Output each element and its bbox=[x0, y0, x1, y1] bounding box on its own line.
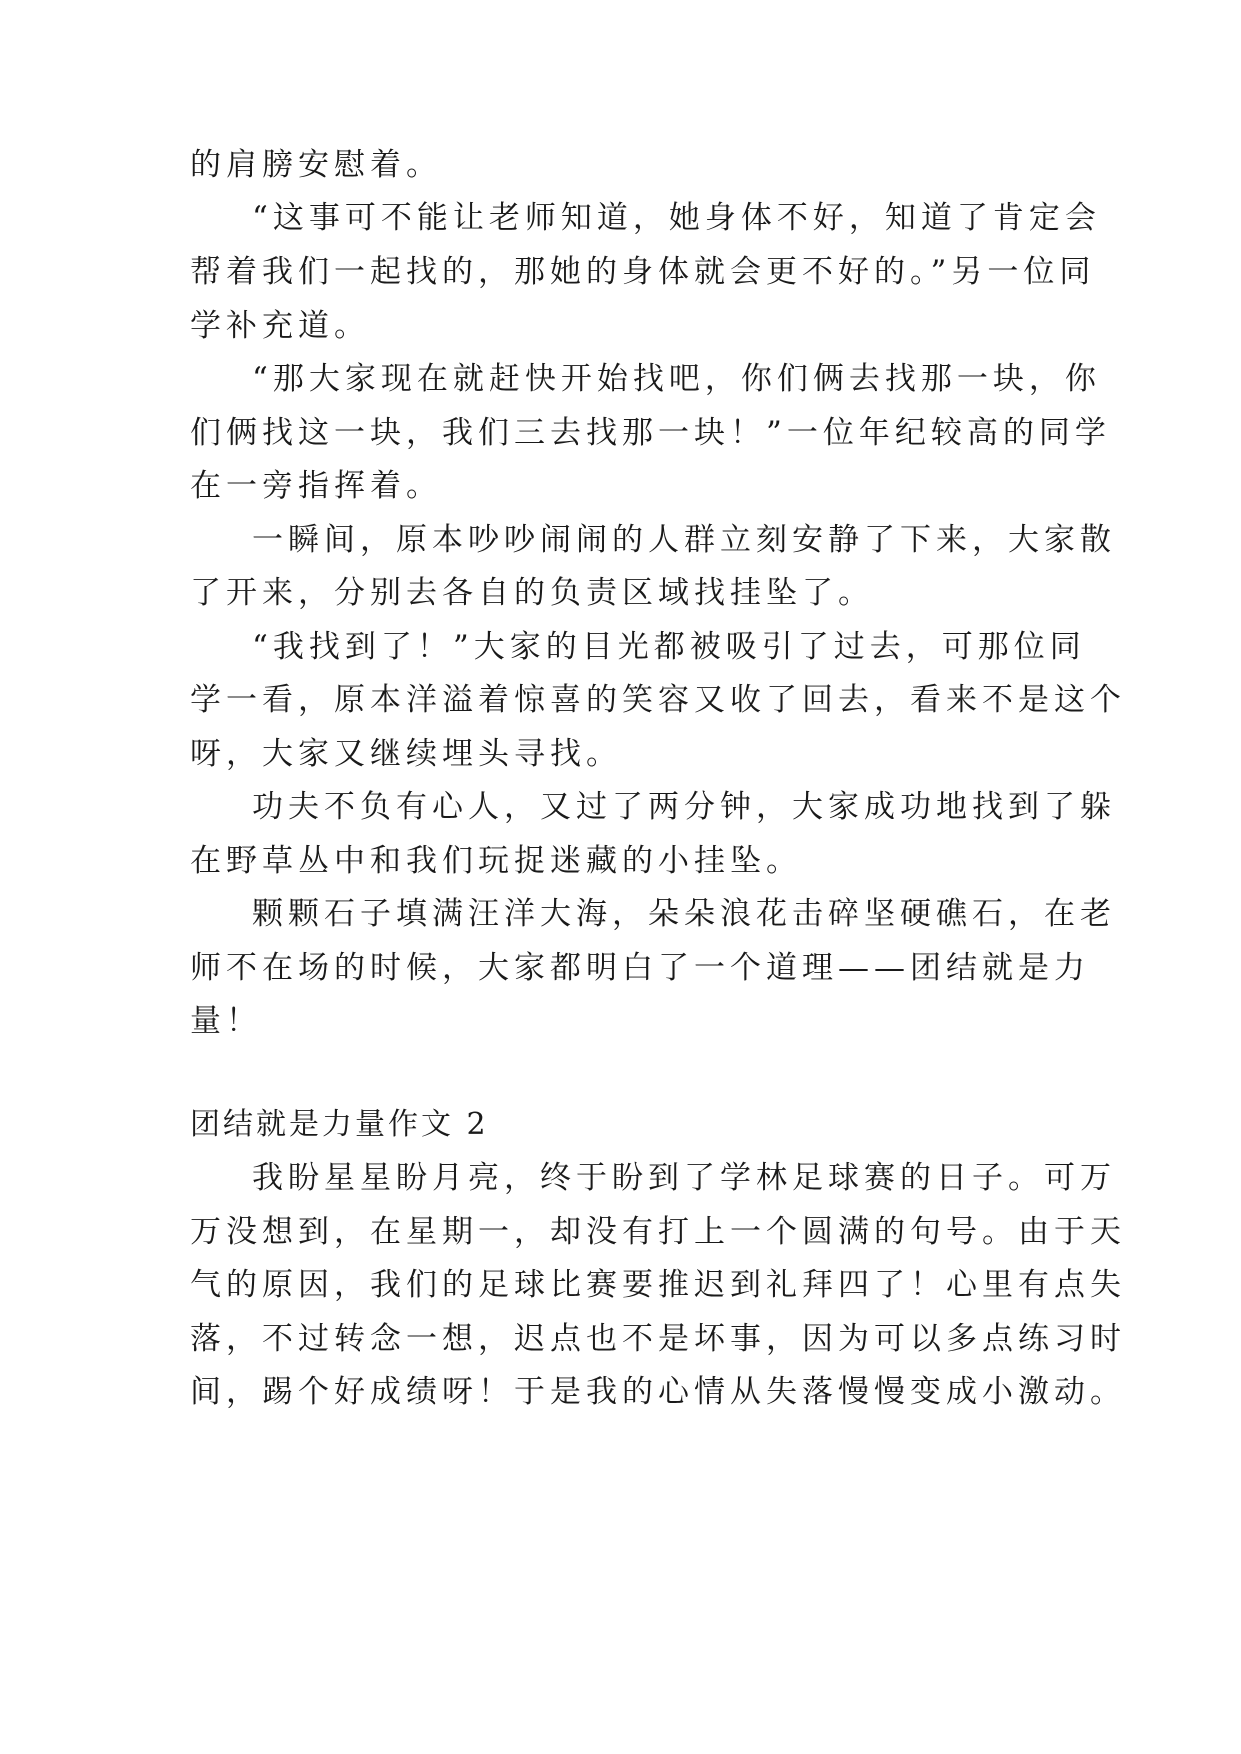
paragraph-line: 呀，大家又继续埋头寻找。 bbox=[190, 736, 622, 772]
paragraph-line: 我盼星星盼月亮，终于盼到了学林足球赛的日子。可万 bbox=[252, 1160, 1116, 1196]
paragraph-line: 师不在场的时候，大家都明白了一个道理——团结就是力 bbox=[190, 950, 1090, 986]
section-title: 团结就是力量作文 2 bbox=[190, 1107, 489, 1142]
paragraph-line: 帮着我们一起找的，那她的身体就会更不好的。”另一位同 bbox=[190, 254, 1096, 290]
paragraph-line: 量！ bbox=[190, 1003, 262, 1039]
paragraph-line: 颗颗石子填满汪洋大海，朵朵浪花击碎坚硬礁石，在老 bbox=[252, 896, 1116, 932]
paragraph-line: 学一看，原本洋溢着惊喜的笑容又收了回去，看来不是这个 bbox=[190, 682, 1126, 718]
paragraph-line: “那大家现在就赶快开始找吧，你们俩去找那一块，你 bbox=[252, 361, 1101, 397]
paragraph-line: 在野草丛中和我们玩捉迷藏的小挂坠。 bbox=[190, 843, 802, 879]
paragraph-line: 间，踢个好成绩呀！于是我的心情从失落慢慢变成小激动。 bbox=[190, 1374, 1126, 1410]
paragraph-line: 功夫不负有心人，又过了两分钟，大家成功地找到了躲 bbox=[252, 789, 1116, 825]
paragraph-line: 的肩膀安慰着。 bbox=[190, 147, 442, 183]
paragraph-line: “我找到了！”大家的目光都被吸引了过去，可那位同 bbox=[252, 629, 1086, 665]
paragraph-line: “这事可不能让老师知道，她身体不好，知道了肯定会 bbox=[252, 200, 1101, 236]
paragraph-line: 在一旁指挥着。 bbox=[190, 468, 442, 504]
paragraph-line: 们俩找这一块，我们三去找那一块！”一位年纪较高的同学 bbox=[190, 415, 1111, 451]
paragraph-line: 万没想到，在星期一，却没有打上一个圆满的句号。由于天 bbox=[190, 1214, 1126, 1250]
paragraph-line: 落，不过转念一想，迟点也不是坏事，因为可以多点练习时 bbox=[190, 1321, 1126, 1357]
paragraph-line: 了开来，分别去各自的负责区域找挂坠了。 bbox=[190, 575, 874, 611]
paragraph-line: 学补充道。 bbox=[190, 308, 370, 344]
paragraph-line: 一瞬间，原本吵吵闹闹的人群立刻安静了下来，大家散 bbox=[252, 522, 1116, 558]
paragraph-line: 气的原因，我们的足球比赛要推迟到礼拜四了！心里有点失 bbox=[190, 1267, 1126, 1303]
